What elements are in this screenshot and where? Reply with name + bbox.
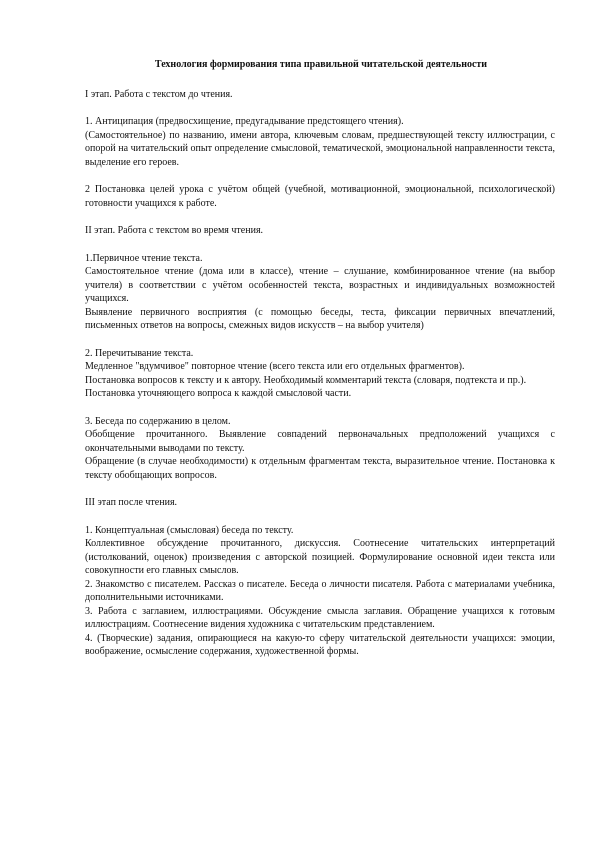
stage3-item1-title: 1. Концептуальная (смысловая) беседа по тексту. [85,524,294,536]
stage2-item3-text2: Обращение (в случае необходимости) к отдельным фрагментам текста, выразительное чтение. Постановка к тексту обобщающих вопросов. [85,456,555,481]
stage3-item3-text: 3. Работа с заглавием, иллюстрациями. Обсуждение смысла заглавия. Обращение учащихся к готовым иллюстрациям. Соотнесение видения художника с читательским представлением. [85,605,555,630]
stage1-heading: I этап. Работа с текстом до чтения. [85,88,233,100]
document-title: Технология формирования типа правильной читательской деятельности [154,59,488,70]
stage2-item1-title: 1.Первичное чтение текста. [85,252,203,264]
stage1-item2-text: 2 Постановка целей урока с учётом общей (учебной, мотивационной, эмоциональной, психологической) готовности учащихся к работе. [85,184,555,209]
stage1-item1-title: 1. Антиципация (предвосхищение, предугадывание предстоящего чтения). [85,116,404,127]
document-body [85,58,555,659]
stage3-item2-text: 2. Знакомство с писателем. Рассказ о писателе. Беседа о личности писателя. Работа с материалами учебника, дополнительными источниками. [85,578,555,603]
stage2-item3-title: 3. Беседа по содержанию в целом. [85,415,231,427]
stage3-item4-text: 4. (Творческие) задания, опирающиеся на какую-то сферу читательской деятельности учащихся: эмоции, воображение, осмысление содержания, художественной формы. [85,632,555,657]
stage2-item2-title: 2. Перечитывание текста. [85,347,194,359]
stage2-item2-text1: Медленное "вдумчивое" повторное чтение (всего текста или его отдельных фрагментов). [85,361,465,372]
stage2-item2-text3: Постановка уточняющего вопроса к каждой смысловой части. [85,388,352,399]
stage2-item1-text2: Выявление первичного восприятия (с помощью беседы, теста, фиксации первичных впечатлений, письменных ответов на вопросы, смежных видов искусств – на выбор учителя) [85,306,555,331]
stage3-item1-text: Коллективное обсуждение прочитанного, дискуссия. Соотнесение читательских интерпретаций (истолкований, оценок) произведения с авторской позицией. Формулирование основной идеи текста или совокупности его главных смыслов. [85,538,555,576]
stage1-item1-text: (Самостоятельное) по названию, имени автора, ключевым словам, предшествующей тексту иллюстрации, с опорой на читательский опыт определение смысловой, тематической, эмоциональной направленности текста, выделение его героев. [85,129,555,168]
stage2-item2-text2: Постановка вопросов к тексту и к автору. Необходимый комментарий текста (словаря, подтекста и пр.). [85,374,527,386]
stage2-item3-text1: Обобщение прочитанного. Выявление совпадений первоначальных предположений учащихся с окончательными выводами по тексту. [85,429,555,454]
stage2-item1-text: Самостоятельное чтение (дома или в классе), чтение – слушание, комбинированное чтение (на выбор учителя) в соответствии с учётом особенностей текста, возрастных и индивидуальных возможностей учащихся. [85,266,555,304]
stage3-heading: III этап после чтения. [85,497,178,508]
stage2-heading: II этап. Работа с текстом во время чтения. [85,225,264,236]
